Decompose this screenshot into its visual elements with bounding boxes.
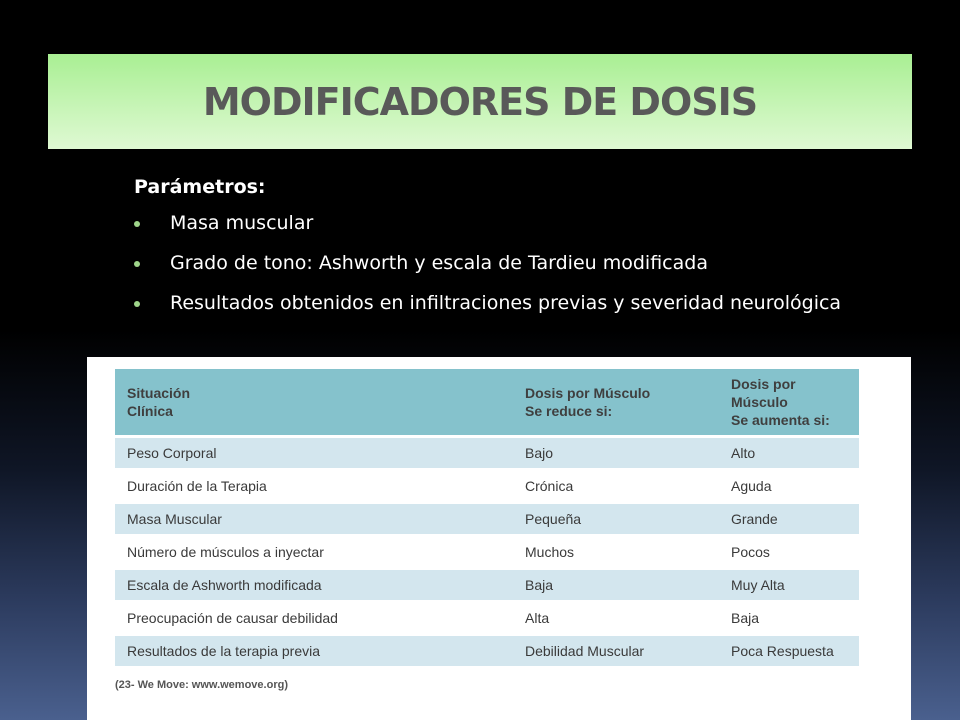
header-clinical-situation <box>115 369 513 437</box>
table-row <box>115 536 859 569</box>
bullet-icon <box>134 221 140 227</box>
header-dose-reduce <box>513 369 719 437</box>
cell-increase: Muy Alta <box>719 569 859 602</box>
parameters-heading: Parámetros: <box>134 176 266 198</box>
cell-increase: Grande <box>719 503 859 536</box>
dose-modifier-table <box>115 369 859 669</box>
header-line: Dosis por Músculo <box>525 385 651 401</box>
cell-reduce: Muchos <box>513 536 719 569</box>
header-line: Clínica <box>127 403 173 419</box>
cell-situation: Peso Corporal <box>115 437 513 470</box>
header-line: Dosis por Músculo <box>731 376 796 410</box>
parameters-section <box>134 176 894 330</box>
table-image-panel <box>87 357 911 720</box>
parameter-item <box>134 250 894 277</box>
cell-situation: Resultados de la terapia previa <box>115 635 513 668</box>
parameter-text: Grado de tono: Ashworth y escala de Tardieu modificada <box>170 252 708 274</box>
parameter-text: Resultados obtenidos en infiltraciones previas y severidad neurológica <box>170 292 842 314</box>
table-row <box>115 470 859 503</box>
cell-increase: Aguda <box>719 470 859 503</box>
cell-reduce: Alta <box>513 602 719 635</box>
cell-reduce: Debilidad Muscular <box>513 635 719 668</box>
title-bar <box>48 54 912 149</box>
parameter-item <box>134 290 894 317</box>
slide-title: MODIFICADORES DE DOSIS <box>202 79 758 124</box>
table-header-row <box>115 369 859 437</box>
table-row <box>115 602 859 635</box>
table-row <box>115 635 859 668</box>
cell-situation: Masa Muscular <box>115 503 513 536</box>
bullet-icon <box>134 301 140 307</box>
cell-increase: Alto <box>719 437 859 470</box>
table-row <box>115 437 859 470</box>
table-row <box>115 503 859 536</box>
parameter-item <box>134 210 894 237</box>
cell-increase: Baja <box>719 602 859 635</box>
cell-reduce: Bajo <box>513 437 719 470</box>
cell-reduce: Baja <box>513 569 719 602</box>
table-source-footnote: (23- We Move: www.wemove.org) <box>115 679 288 691</box>
header-line: Situación <box>127 385 191 401</box>
parameter-text: Masa muscular <box>170 212 314 234</box>
cell-increase: Poca Respuesta <box>719 635 859 668</box>
bullet-icon <box>134 261 140 267</box>
header-line: Se reduce si: <box>525 403 613 419</box>
header-line: Se aumenta si: <box>731 412 830 428</box>
cell-situation: Preocupación de causar debilidad <box>115 602 513 635</box>
cell-situation: Número de músculos a inyectar <box>115 536 513 569</box>
cell-reduce: Pequeña <box>513 503 719 536</box>
cell-situation: Duración de la Terapia <box>115 470 513 503</box>
table-row <box>115 569 859 602</box>
cell-increase: Pocos <box>719 536 859 569</box>
parameters-list <box>134 210 894 317</box>
cell-situation: Escala de Ashworth modificada <box>115 569 513 602</box>
cell-reduce: Crónica <box>513 470 719 503</box>
header-dose-increase <box>719 369 859 437</box>
